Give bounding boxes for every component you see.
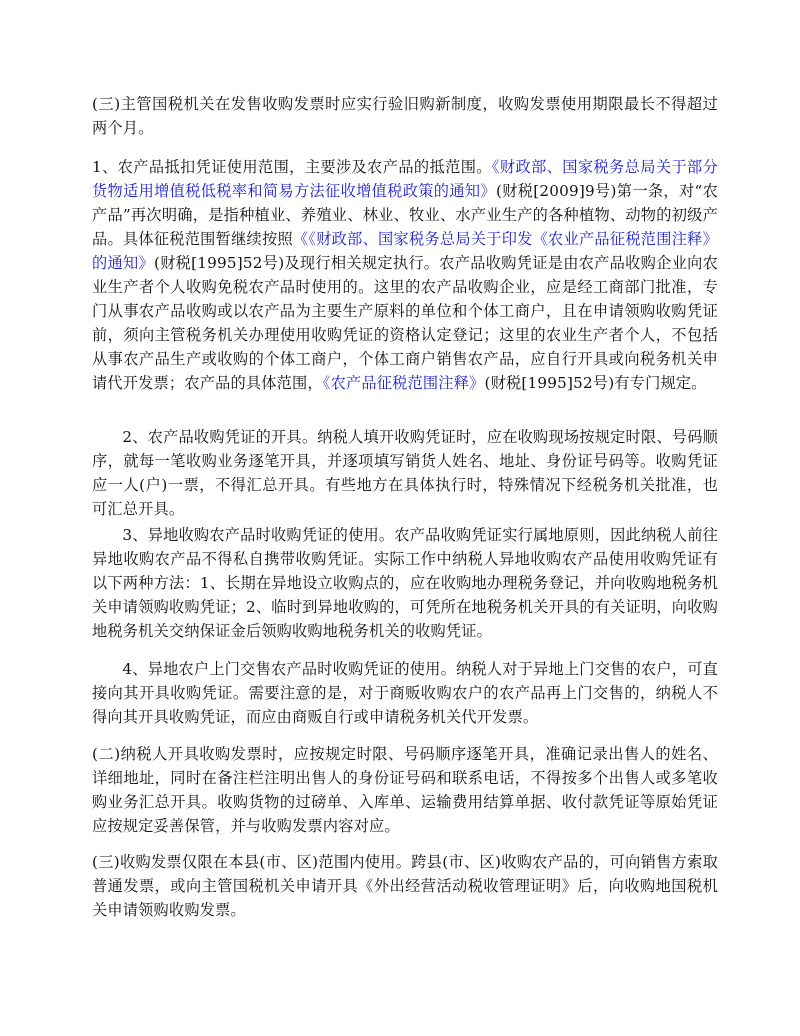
paragraph-text: 1、农产品抵扣凭证使用范围，主要涉及农产品的抵范围。 [92,158,492,176]
notice-link-2009-9[interactable]: 《财政部、国家税务总局关于部分货物适用增值税低税率和简易方法征收增值税政策的通知》 [92,158,718,200]
paragraph-text: (三)主管国税机关在发售收购发票时应实行验旧购新制度，收购发票使用期限最长不得超过两个月。 [92,95,718,137]
scope-annotation-link[interactable]: 《农产品征税范围注释》 [322,374,485,392]
paragraph-offsite [92,523,718,643]
notice-link-1995-52[interactable]: 《《财政部、国家税务总局关于印发《农业产品征税范围注释》的通知》 [92,230,718,272]
paragraph-door-sale [92,657,718,729]
paragraph-text: 3、异地收购农产品时收购凭证的使用。农产品收购凭证实行属地原则，因此纳税人前往异地收购农产品不得私自携带收购凭证。实际工作中纳税人异地收购农产品使用收购凭证有以下两种方法：1、长期在异地设立收购点的，应在收购地办理税务登记，并向收购地税务机关申请领购收购凭证；2、临时到异地收购的，可凭所在地税务机关开具的有关证明，向收购地税务机关交纳保证金后领购收购地税务机关的收购凭证。 [92,526,718,640]
paragraph-scope [92,155,718,395]
paragraph-issue-invoice [92,742,718,838]
paragraph-issuance [92,425,718,521]
paragraph-text: (三)收购发票仅限在本县(市、区)范围内使用。跨县(市、区)收购农产品的，可向销售方索取普通发票，或向主管国税机关申请开具《外出经营活动税收管理证明》后，向收购地国税机关申请领购收购发票。 [92,853,718,919]
paragraph-invoice-rule [92,92,718,140]
paragraph-text: (二)纳税人开具收购发票时，应按规定时限、号码顺序逐笔开具，准确记录出售人的姓名、详细地址，同时在备注栏注明出售人的身份证号码和联系电话，不得按多个出售人或多笔收购业务汇总开具。收购货物的过磅单、入库单、运输费用结算单据、收付款凭证等原始凭证应按规定妥善保管，并与收购发票内容对应。 [92,745,718,835]
paragraph-text: (财税[1995]52号)有专门规定。 [484,374,707,392]
paragraph-county-scope [92,850,718,922]
paragraph-text: 4、异地农户上门交售农产品时收购凭证的使用。纳税人对于异地上门交售的农户，可直接向其开具收购凭证。需要注意的是，对于商贩收购农户的农产品再上门交售的，纳税人不得向其开具收购凭证，而应由商贩自行或申请税务机关代开发票。 [92,660,718,726]
paragraph-text: 2、农产品收购凭证的开具。纳税人填开收购凭证时，应在收购现场按规定时限、号码顺序，就每一笔收购业务逐笔开具，并逐项填写销货人姓名、地址、身份证号码等。收购凭证应一人(户)一票，不得汇总开具。有些地方在具体执行时，特殊情况下经税务机关批准，也可汇总开具。 [92,428,718,518]
paragraph-text: (财税[2009]9号)第一条，对“农产品”再次明确，是指种植业、养殖业、林业、牧业、水产业生产的各种植物、动物的初级产品。具体征税范围暂继续按照 [92,182,718,248]
paragraph-text: (财税[1995]52号)及现行相关规定执行。农产品收购凭证是由农产品收购企业向农业生产者个人收购免税农产品时使用的。这里的农产品收购企业，应是经工商部门批准，专门从事农产品收购或以农产品为主要生产原料的单位和个体工商户，且在申请领购收购凭证前，须向主管税务机关办理使用收购凭证的资格认定登记；这里的农业生产者个人，不包括从事农产品生产或收购的个体工商户，个体工商户销售农产品，应自行开具或向税务机关申请代开发票；农产品的具体范围， [92,254,718,392]
